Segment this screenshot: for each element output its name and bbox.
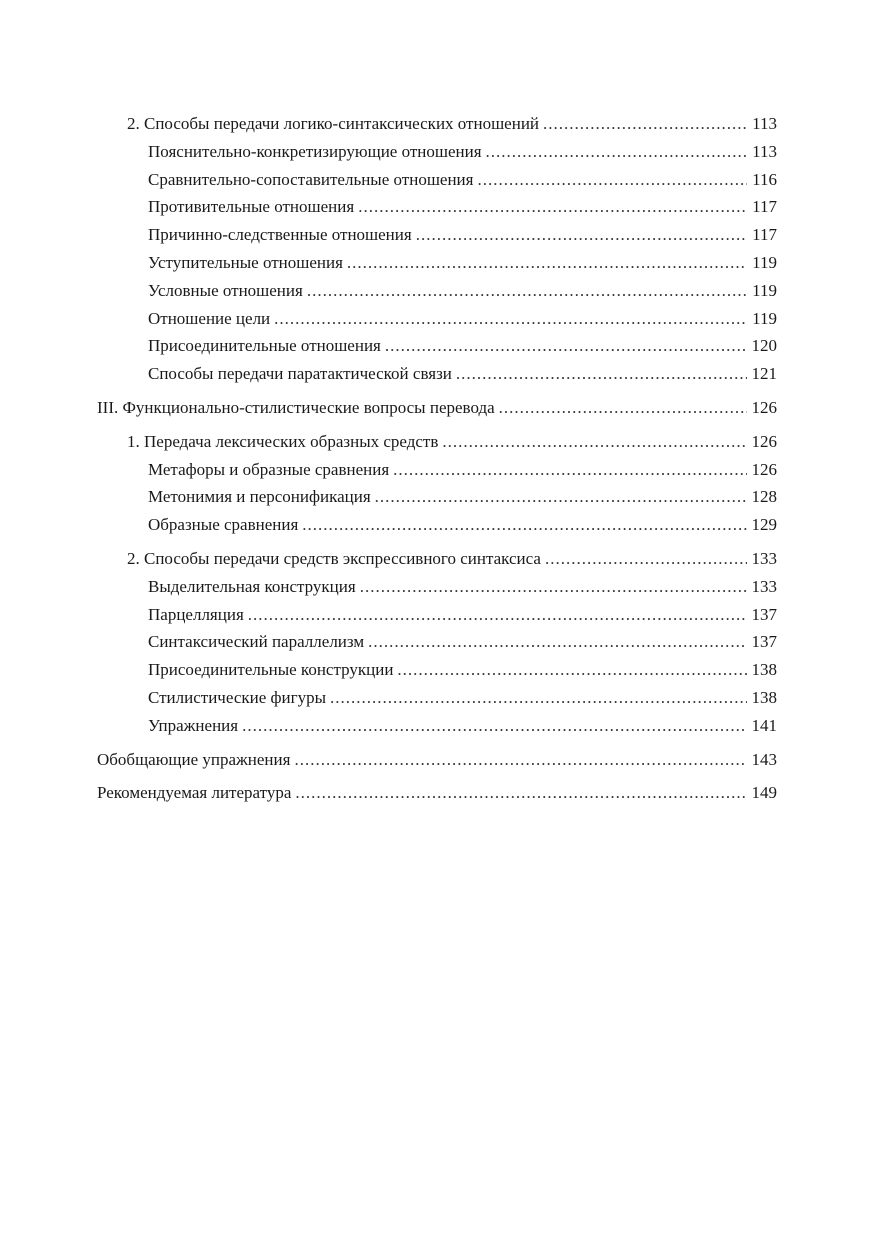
toc-entry-page: 117 (752, 225, 777, 245)
toc-entry-title: Выделительная конструкция (148, 576, 356, 596)
toc-entry-page: 121 (751, 364, 777, 384)
dot-leader (486, 138, 747, 166)
toc-entry-title: Синтаксический параллелизм (148, 632, 365, 652)
dot-leader (358, 193, 747, 221)
dot-leader (545, 545, 747, 573)
toc-entry-page: 126 (751, 397, 777, 417)
dot-leader (274, 305, 747, 333)
dot-leader (543, 110, 747, 138)
toc-entry-page: 116 (752, 169, 777, 189)
toc-entry-page: 113 (752, 141, 777, 161)
toc-entry-page: 117 (752, 197, 777, 217)
toc-entry[interactable] (97, 456, 777, 484)
toc-entry[interactable] (97, 601, 777, 629)
toc-entry[interactable] (97, 628, 777, 656)
toc-entry-page: 149 (751, 783, 777, 803)
toc-entry[interactable] (97, 193, 777, 221)
toc-entry[interactable] (97, 166, 777, 194)
toc-entry-title: Пояснительно-конкретизирующие отношения (148, 141, 482, 161)
toc-section-entry[interactable] (97, 428, 777, 456)
toc-entry-title: Отношение цели (148, 308, 271, 328)
toc-entry-page: 141 (751, 715, 777, 735)
toc-entry[interactable] (97, 360, 777, 388)
dot-leader (397, 656, 747, 684)
dot-leader (456, 360, 747, 388)
dot-leader (330, 684, 747, 712)
toc-entry[interactable] (97, 483, 777, 511)
dot-leader (375, 483, 747, 511)
toc-entry-title: Присоединительные отношения (148, 336, 381, 356)
toc-entry-title: 2. Способы передачи средств экспрессивного синтаксиса (127, 548, 541, 568)
toc-entry-title: 1. Передача лексических образных средств (127, 431, 439, 451)
dot-leader (442, 428, 747, 456)
dot-leader (360, 573, 747, 601)
toc-entry[interactable] (97, 110, 777, 138)
toc-entry[interactable] (97, 684, 777, 712)
dot-leader (248, 601, 747, 629)
toc-entry[interactable] (97, 138, 777, 166)
toc-entry-title: Обобщающие упражнения (97, 749, 291, 769)
toc-entry[interactable] (97, 656, 777, 684)
toc-entry-title: Присоединительные конструкции (148, 660, 394, 680)
dot-leader (302, 511, 747, 539)
toc-entry[interactable] (97, 221, 777, 249)
toc-entry-page: 128 (751, 487, 777, 507)
toc-entry-page: 143 (751, 749, 777, 769)
table-of-contents (97, 110, 777, 807)
toc-section-entry[interactable] (97, 545, 777, 573)
toc-entry-page: 126 (751, 459, 777, 479)
dot-leader (307, 277, 747, 305)
toc-entry-title: Метафоры и образные сравнения (148, 459, 390, 479)
dot-leader (294, 746, 747, 774)
toc-entry-title: Условные отношения (148, 280, 303, 300)
toc-entry[interactable] (97, 573, 777, 601)
toc-entry-title: Метонимия и персонификация (148, 487, 371, 507)
toc-chapter-entry[interactable] (97, 394, 777, 422)
toc-entry-page: 133 (751, 576, 777, 596)
toc-entry-page: 113 (752, 114, 777, 133)
toc-entry-title: Упражнения (148, 715, 239, 735)
toc-entry[interactable] (97, 712, 777, 740)
toc-entry-title: Рекомендуемая литература (97, 783, 292, 803)
toc-chapter-entry[interactable] (97, 779, 777, 807)
dot-leader (499, 394, 747, 422)
toc-entry-title: Уступительные отношения (148, 252, 343, 272)
toc-entry-page: 129 (751, 515, 777, 535)
dot-leader (242, 712, 747, 740)
dot-leader (368, 628, 747, 656)
toc-entry-page: 137 (751, 604, 777, 624)
toc-entry-title: 2. Способы передачи логико-синтаксических отношений (127, 114, 540, 133)
toc-entry-title: Причинно-следственные отношения (148, 225, 412, 245)
toc-entry-title: Противительные отношения (148, 197, 355, 217)
toc-entry-title: Способы передачи паратактической связи (148, 364, 452, 384)
toc-entry-page: 138 (751, 687, 777, 707)
toc-entry-page: 119 (752, 280, 777, 300)
dot-leader (385, 332, 747, 360)
toc-entry-title: Сравнительно-сопоставительные отношения (148, 169, 474, 189)
toc-entry-page: 119 (752, 308, 777, 328)
toc-entry[interactable] (97, 249, 777, 277)
toc-entry[interactable] (97, 277, 777, 305)
toc-entry-page: 138 (751, 660, 777, 680)
toc-entry-title: Образные сравнения (148, 515, 299, 535)
dot-leader (477, 166, 747, 194)
toc-entry-title: Парцелляция (148, 604, 244, 624)
toc-entry[interactable] (97, 332, 777, 360)
toc-entry-page: 137 (751, 632, 777, 652)
toc-entry[interactable] (97, 305, 777, 333)
dot-leader (416, 221, 747, 249)
toc-entry-page: 126 (751, 431, 777, 451)
toc-entry-title: III. Функционально-стилистические вопросы перевода (97, 397, 495, 417)
toc-entry-page: 119 (752, 252, 777, 272)
dot-leader (295, 779, 747, 807)
toc-entry[interactable] (97, 511, 777, 539)
toc-chapter-entry[interactable] (97, 746, 777, 774)
dot-leader (347, 249, 747, 277)
toc-entry-page: 120 (751, 336, 777, 356)
toc-entry-page: 133 (751, 548, 777, 568)
dot-leader (393, 456, 747, 484)
toc-entry-title: Стилистические фигуры (148, 687, 327, 707)
